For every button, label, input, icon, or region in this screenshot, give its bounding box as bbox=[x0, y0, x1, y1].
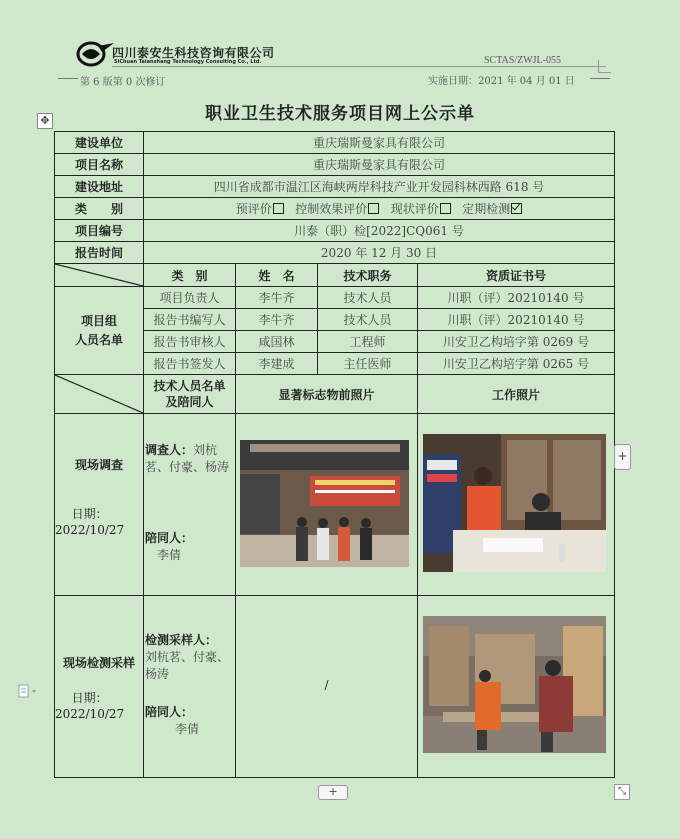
staff-name: 李建成 bbox=[236, 353, 318, 375]
company-name-cn: 四川泰安生科技咨询有限公司 bbox=[112, 46, 275, 60]
staff-cert: 川职（评）20210140 号 bbox=[418, 309, 615, 331]
company-name-en: SiChuan Taianshang Technology Consulting Co., Ltd. bbox=[114, 59, 262, 65]
staff-header-role: 类 别 bbox=[144, 264, 236, 287]
survey-work-photo bbox=[423, 434, 606, 572]
crop-mark-top-right bbox=[598, 60, 611, 73]
table-row bbox=[55, 264, 615, 287]
survey-sign-photo bbox=[240, 440, 409, 567]
staff-name: 李牛齐 bbox=[236, 309, 318, 331]
project-no-label: 项目编号 bbox=[55, 220, 144, 242]
table-row bbox=[55, 220, 615, 242]
disclosure-table bbox=[54, 131, 615, 778]
staff-group-label: 项目组 人员名单 bbox=[55, 287, 144, 375]
staff-role: 报告书编写人 bbox=[144, 309, 236, 331]
staff-header-name: 姓 名 bbox=[236, 264, 318, 287]
type-options bbox=[144, 198, 615, 220]
table-row bbox=[55, 176, 615, 198]
survey-date: 日期： 2022/10/27 bbox=[55, 507, 125, 537]
survey-label-cell bbox=[55, 414, 144, 596]
add-row-button[interactable]: + bbox=[318, 785, 348, 800]
report-time-label: 报告时间 bbox=[55, 242, 144, 264]
photo-header-sign: 显著标志物前照片 bbox=[236, 375, 418, 414]
survey-row bbox=[55, 414, 615, 596]
project-name-value: 重庆瑞斯曼家具有限公司 bbox=[144, 154, 615, 176]
sampling-sign-photo-cell bbox=[236, 596, 418, 778]
table-row bbox=[55, 242, 615, 264]
type-option-pre-eval[interactable]: 预评价 bbox=[236, 202, 284, 216]
type-option-periodic-test[interactable]: 定期检测 bbox=[462, 202, 522, 216]
checkbox-icon[interactable] bbox=[440, 203, 451, 214]
survey-staff: 调查人：刘杭茗、付豪、杨涛 bbox=[145, 443, 230, 474]
staff-header-cert: 资质证书号 bbox=[418, 264, 615, 287]
unit-label: 建设单位 bbox=[55, 132, 144, 154]
sampling-date: 日期： 2022/10/27 bbox=[55, 691, 125, 721]
sampling-work-photo bbox=[423, 616, 606, 753]
survey-staff-cell bbox=[144, 414, 236, 596]
staff-role: 报告书审核人 bbox=[144, 331, 236, 353]
table-row bbox=[55, 132, 615, 154]
edition-info: 第 6 版第 0 次修订 bbox=[80, 77, 166, 88]
staff-name: 李牛齐 bbox=[236, 287, 318, 309]
checkbox-icon[interactable] bbox=[273, 203, 284, 214]
report-time-value: 2020 年 12 月 30 日 bbox=[144, 242, 615, 264]
diagonal-header-cell bbox=[55, 264, 144, 287]
address-value: 四川省成都市温江区海峡两岸科技产业开发园科林西路 618 号 bbox=[144, 176, 615, 198]
no-photo-placeholder: / bbox=[324, 678, 329, 692]
sampling-staff-cell bbox=[144, 596, 236, 778]
staff-cert: 川职（评）20210140 号 bbox=[418, 287, 615, 309]
document-code: SCTAS/ZWJL-055 bbox=[484, 55, 561, 66]
sampling-label-cell bbox=[55, 596, 144, 778]
type-label: 类 别 bbox=[55, 198, 144, 220]
address-label: 建设地址 bbox=[55, 176, 144, 198]
sampling-row bbox=[55, 596, 615, 778]
header-rule-top bbox=[112, 66, 606, 67]
photo-header-staff: 技术人员名单 及陪同人 bbox=[144, 375, 236, 414]
table-move-handle-icon[interactable]: ✥ bbox=[37, 113, 53, 129]
sampling-work-photo-cell bbox=[418, 596, 615, 778]
staff-title: 技术人员 bbox=[318, 287, 418, 309]
implementation-date: 实施日期：2021 年 04 月 01 日 bbox=[428, 76, 575, 87]
table-row bbox=[55, 287, 615, 309]
staff-name: 咸国林 bbox=[236, 331, 318, 353]
staff-title: 工程师 bbox=[318, 331, 418, 353]
staff-role: 报告书签发人 bbox=[144, 353, 236, 375]
survey-companion: 陪同人： 李倩 bbox=[145, 531, 194, 562]
type-option-control-eval[interactable]: 控制效果评价 bbox=[295, 202, 379, 216]
table-resize-handle-icon[interactable]: ⤡ bbox=[614, 784, 630, 800]
sampling-title: 现场检测采样 bbox=[62, 656, 135, 670]
table-row bbox=[55, 375, 615, 414]
staff-title: 主任医师 bbox=[318, 353, 418, 375]
unit-value: 重庆瑞斯曼家具有限公司 bbox=[144, 132, 615, 154]
table-row bbox=[55, 198, 615, 220]
project-name-label: 项目名称 bbox=[55, 154, 144, 176]
document-title: 职业卫生技术服务项目网上公示单 bbox=[205, 104, 475, 124]
diagonal-photo-header-cell bbox=[55, 375, 144, 414]
sampling-companion: 陪同人： 李倩 bbox=[145, 705, 200, 736]
table-row bbox=[55, 154, 615, 176]
company-logo bbox=[76, 40, 116, 68]
photo-header-work: 工作照片 bbox=[418, 375, 615, 414]
header-rule-left bbox=[58, 78, 78, 79]
staff-cert: 川安卫乙构培字第 0265 号 bbox=[418, 353, 615, 375]
checked-checkbox-icon[interactable] bbox=[511, 203, 522, 214]
survey-sign-photo-cell bbox=[236, 414, 418, 596]
survey-title: 现场调查 bbox=[74, 458, 123, 472]
staff-header-title: 技术职务 bbox=[318, 264, 418, 287]
staff-title: 技术人员 bbox=[318, 309, 418, 331]
add-column-button[interactable]: + bbox=[614, 444, 631, 470]
header-rule-right bbox=[590, 78, 610, 79]
survey-work-photo-cell bbox=[418, 414, 615, 596]
checkbox-icon[interactable] bbox=[368, 203, 379, 214]
staff-role: 项目负责人 bbox=[144, 287, 236, 309]
sampling-staff: 检测采样人： 刘杭茗、付豪、杨涛 bbox=[145, 633, 230, 681]
document-options-icon[interactable] bbox=[18, 684, 38, 698]
project-no-value: 川泰（职）检[2022]CQ061 号 bbox=[144, 220, 615, 242]
staff-cert: 川安卫乙构培字第 0269 号 bbox=[418, 331, 615, 353]
type-option-status-eval[interactable]: 现状评价 bbox=[391, 202, 451, 216]
